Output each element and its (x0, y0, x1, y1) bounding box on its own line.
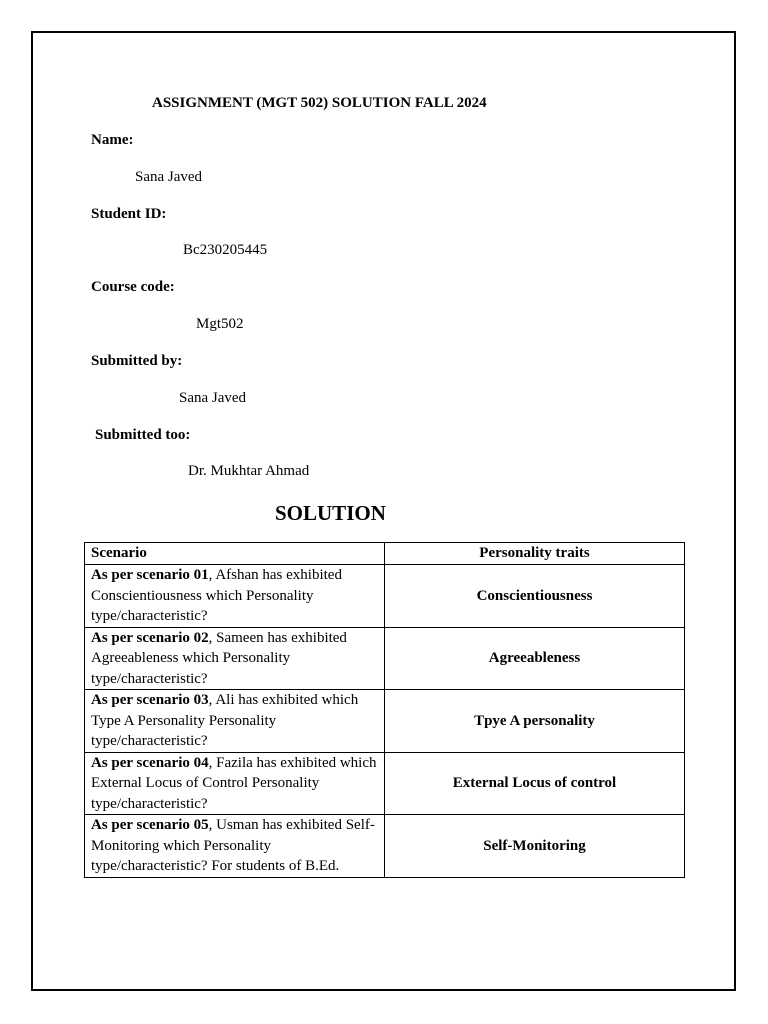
solution-heading: SOLUTION (275, 501, 386, 525)
table-row (85, 690, 685, 753)
table-row (85, 627, 685, 690)
trait-cell: Tpye A personality (385, 690, 685, 753)
table-row (85, 752, 685, 815)
scenario-ref: As per scenario 01 (91, 567, 209, 583)
trait-cell: External Locus of control (385, 752, 685, 815)
submitted-to-label: Submitted too: (95, 427, 191, 443)
trait-cell: Agreeableness (385, 627, 685, 690)
scenario-ref: As per scenario 02 (91, 629, 209, 646)
scenario-text: , Fazila has exhibited which External Locus of Control Personality type/characteristic? (91, 754, 377, 812)
name-value: Sana Javed (135, 169, 203, 185)
header-personality-traits: Personality traits (385, 543, 685, 565)
personality-traits-table (84, 542, 685, 878)
submitted-by-value: Sana Javed (179, 390, 247, 406)
submitted-by-label: Submitted by: (91, 353, 183, 369)
student-id-label: Student ID: (91, 206, 167, 222)
header-scenario: Scenario (85, 543, 385, 565)
scenario-ref: As per scenario 05 (91, 817, 209, 833)
course-code-label: Course code: (91, 279, 175, 295)
scenario-cell (85, 690, 385, 753)
scenario-ref: As per scenario 04 (91, 754, 209, 771)
table-row (85, 815, 685, 878)
table-row (85, 565, 685, 628)
scenario-text: , Ali has exhibited which Type A Personality Personality type/characteristic? (91, 692, 359, 749)
scenario-text: , Sameen has exhibited Agreeableness which Personality type/characteristic? (91, 629, 347, 687)
scenario-cell (85, 815, 385, 878)
scenario-text: , Usman has exhibited Self-Monitoring which Personality type/characteristic? For students of B.Ed. (91, 817, 375, 874)
scenario-cell (85, 565, 385, 628)
scenario-cell (85, 627, 385, 690)
table-header-row (85, 543, 685, 565)
trait-cell: Self-Monitoring (385, 815, 685, 878)
submitted-to-value: Dr. Mukhtar Ahmad (188, 463, 310, 479)
scenario-text: , Afshan has exhibited Conscientiousness which Personality type/characteristic? (91, 567, 342, 624)
name-label: Name: (91, 132, 134, 148)
course-code-value: Mgt502 (196, 316, 244, 332)
scenario-ref: As per scenario 03 (91, 692, 209, 708)
scenario-cell (85, 752, 385, 815)
trait-cell: Conscientiousness (385, 565, 685, 628)
document-title: ASSIGNMENT (MGT 502) SOLUTION FALL 2024 (152, 95, 487, 111)
student-id-value: Bc230205445 (183, 242, 268, 258)
